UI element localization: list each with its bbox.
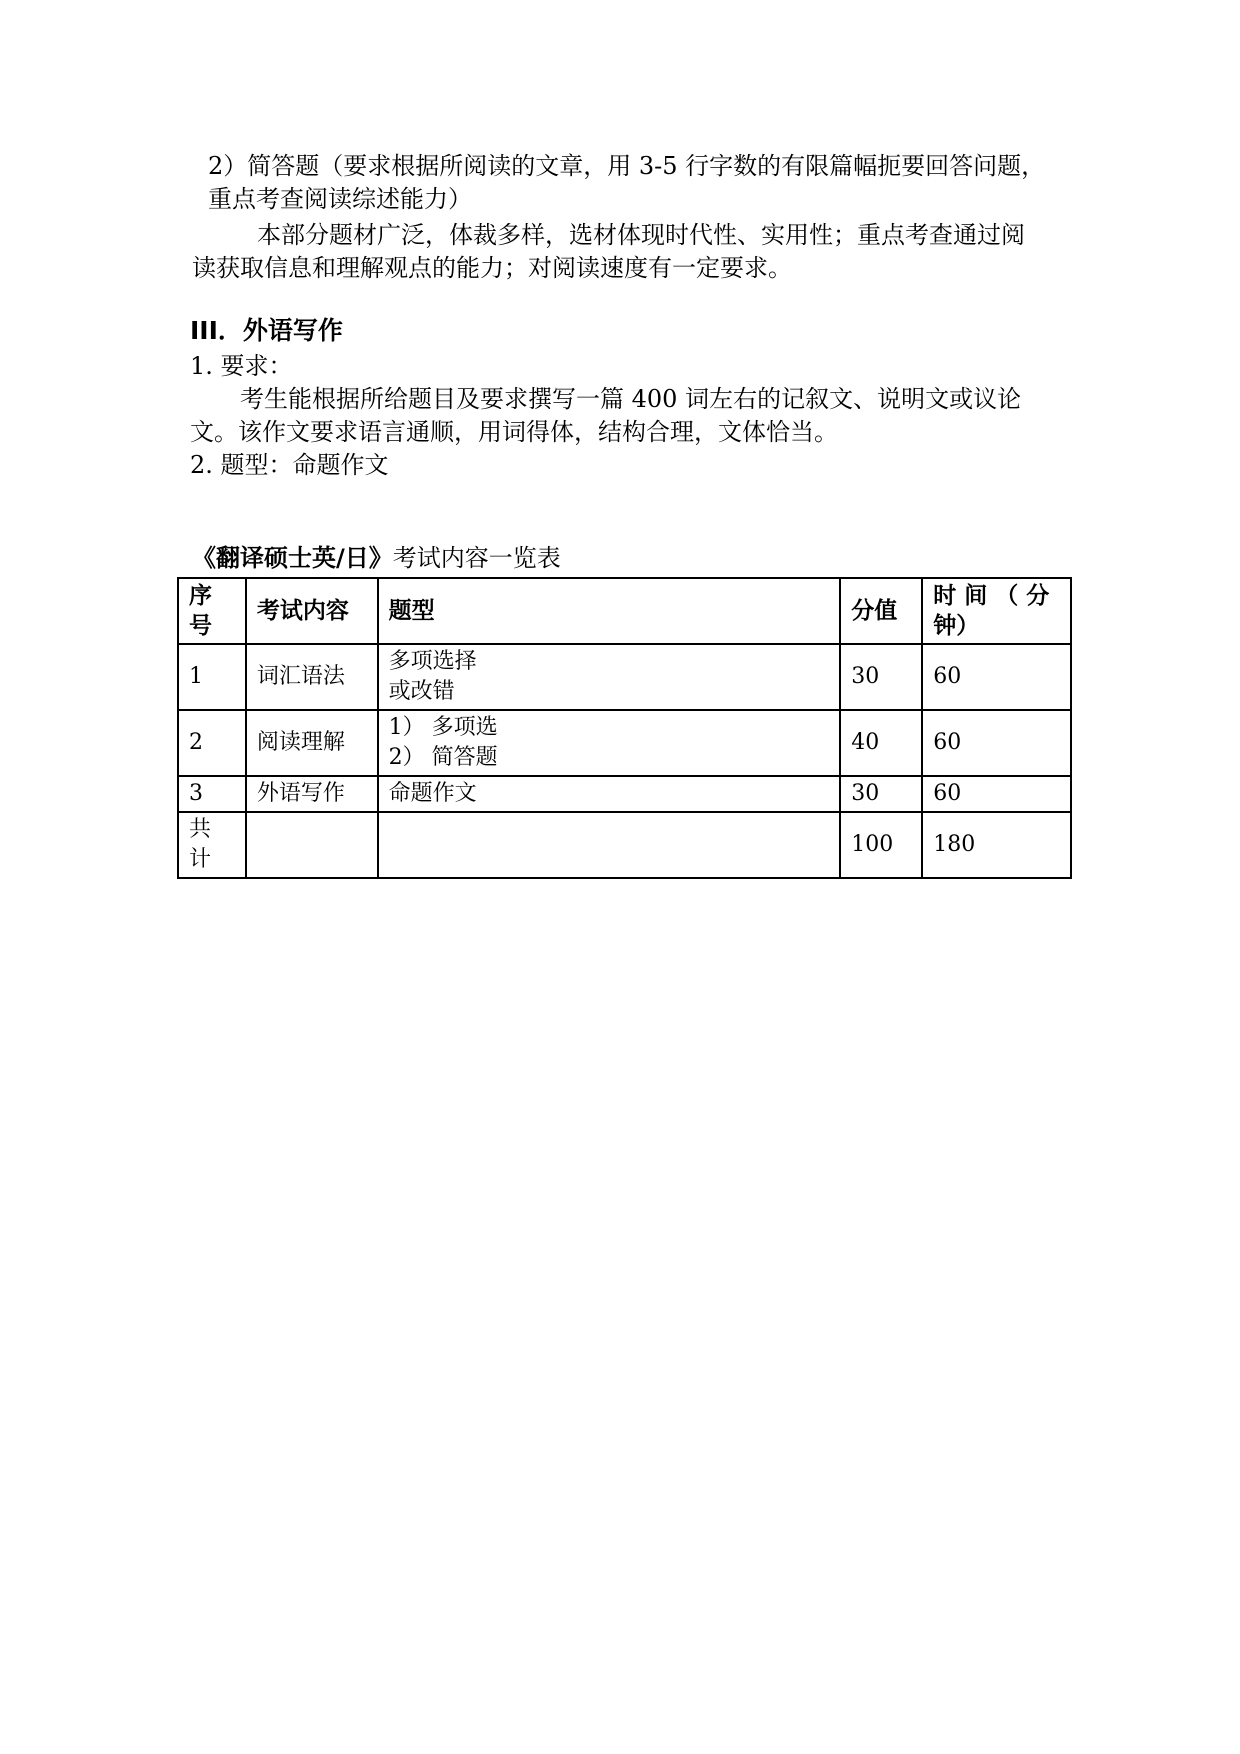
table-row [178,644,1071,710]
cell-time: 60 [922,776,1071,812]
cell-type: 命题作文 [378,776,841,812]
cell-type [378,812,841,878]
header-time: 时 间 （ 分 钟） [922,578,1071,644]
cell-time: 60 [922,710,1071,776]
cell-score: 40 [840,710,922,776]
header-seq: 序 号 [178,578,246,644]
cell-seq: 共 计 [178,812,246,878]
header-score: 分值 [840,578,922,644]
header-content: 考试内容 [246,578,378,644]
table-row [178,710,1071,776]
cell-content: 外语写作 [246,776,378,812]
table-caption-title: 《翻译硕士英/日》 [192,544,393,572]
cell-content: 词汇语法 [246,644,378,710]
writing-requirements-line-2: 文。该作文要求语言通顺，用词得体，结构合理，文体恰当。 [190,418,838,446]
writing-requirements-label: 1. 要求： [190,352,293,380]
short-answer-line-2: 重点考查阅读综述能力） [208,185,472,213]
table-row-total [178,812,1071,878]
writing-type-label: 2. 题型：命题作文 [190,451,389,479]
writing-heading: III．外语写作 [190,316,343,345]
reading-paragraph-line-2: 读获取信息和理解观点的能力；对阅读速度有一定要求。 [192,254,792,282]
cell-content [246,812,378,878]
reading-paragraph-line-1: 本部分题材广泛，体裁多样，选材体现时代性、实用性；重点考查通过阅 [257,221,1025,249]
cell-seq: 1 [178,644,246,710]
cell-time: 180 [922,812,1071,878]
short-answer-line-1: 2）简答题（要求根据所阅读的文章，用 3-5 行字数的有限篇幅扼要回答问题， [208,152,1046,180]
table-caption-rest: 考试内容一览表 [392,544,561,572]
writing-requirements-line-1: 考生能根据所给题目及要求撰写一篇 400 词左右的记叙文、说明文或议论 [240,385,1022,413]
table-row [178,776,1071,812]
header-type: 题型 [378,578,841,644]
table-header-row [178,578,1071,644]
exam-content-table [177,577,1072,879]
cell-score: 100 [840,812,922,878]
cell-content: 阅读理解 [246,710,378,776]
cell-score: 30 [840,644,922,710]
cell-time: 60 [922,644,1071,710]
cell-type: 1） 多项选 2） 简答题 [378,710,841,776]
cell-seq: 3 [178,776,246,812]
cell-score: 30 [840,776,922,812]
cell-type: 多项选择 或改错 [378,644,841,710]
cell-seq: 2 [178,710,246,776]
table-caption [192,542,561,574]
